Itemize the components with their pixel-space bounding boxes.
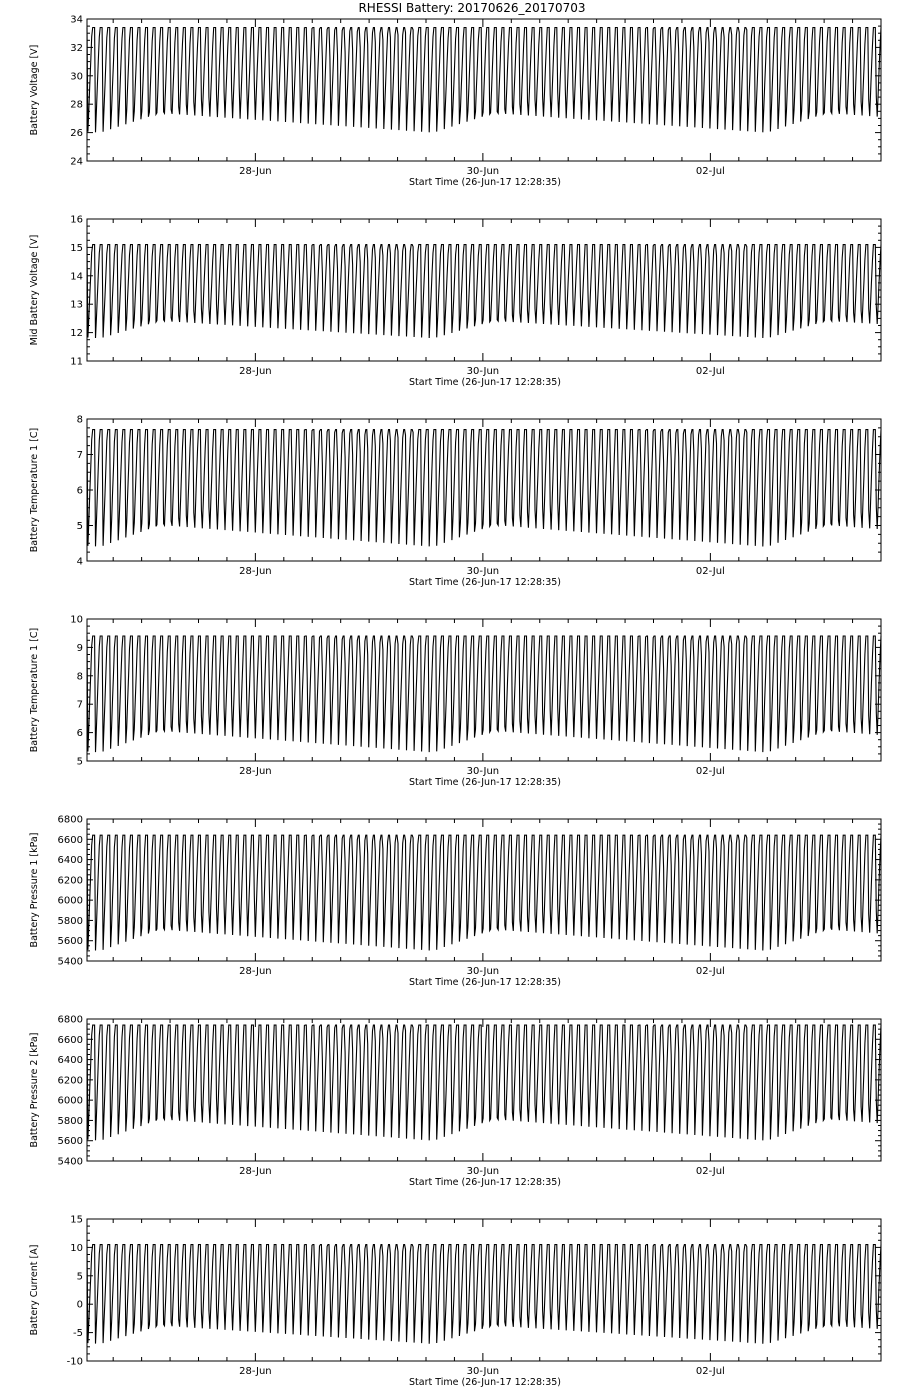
panel-1 [29,15,881,189]
y-tick-label: 14 [70,271,83,283]
y-tick-label: 6800 [57,1014,83,1026]
y-tick-label: 10 [70,1242,83,1254]
x-tick-label: 28-Jun [239,766,272,777]
y-tick-label: 12 [70,328,83,340]
y-tick-label: 6800 [57,814,83,826]
panel-4 [29,615,881,789]
panel-6 [29,1015,881,1189]
y-tick-label: 5 [76,1271,83,1283]
y-tick-label: 7 [76,450,83,461]
y-axis-title: Battery Temperature 1 [C] [29,627,40,753]
y-tick-label: 6600 [57,1034,83,1046]
x-axis-title: Start Time (26-Jun-17 12:28:35) [409,1177,561,1188]
series-trace [87,1245,881,1344]
x-axis-title: Start Time (26-Jun-17 12:28:35) [409,977,561,988]
y-axis-title: Battery Pressure 2 [kPa] [29,1032,40,1148]
y-axis-title: Battery Temperature 1 [C] [29,427,40,553]
y-axis-title: Battery Pressure 1 [kPa] [29,832,40,948]
y-tick-label: 11 [70,356,83,368]
x-tick-label: 30-Jun [466,766,500,777]
y-tick-label: 32 [70,42,83,54]
x-tick-label: 28-Jun [239,1166,272,1177]
x-tick-label: 30-Jun [466,366,500,377]
series-trace [87,430,881,547]
x-tick-label: 30-Jun [466,166,500,177]
y-tick-label: 0 [76,1299,83,1311]
x-axis-title: Start Time (26-Jun-17 12:28:35) [409,177,561,188]
y-tick-label: 15 [70,242,83,254]
x-axis-title: Start Time (26-Jun-17 12:28:35) [409,1377,561,1388]
y-tick-label: 24 [70,156,83,168]
y-tick-label: 16 [70,214,83,226]
y-tick-label: -10 [66,1356,83,1368]
series-trace [87,28,881,133]
x-axis-title: Start Time (26-Jun-17 12:28:35) [409,577,561,588]
x-tick-label: 28-Jun [239,566,272,577]
x-tick-label: 02-Jul [695,166,725,177]
x-tick-label: 28-Jun [239,366,272,377]
series-trace [87,1025,881,1140]
y-tick-label: 30 [70,71,83,83]
y-tick-label: 5800 [57,1115,83,1127]
y-tick-label: 6400 [57,1055,83,1067]
y-tick-label: 6600 [57,834,83,846]
y-tick-label: 5 [76,756,83,768]
x-tick-label: 02-Jul [695,766,725,777]
y-tick-label: 4 [76,556,83,568]
y-tick-label: 5800 [57,915,83,927]
y-tick-label: 5400 [57,1156,83,1168]
y-tick-label: 9 [76,642,83,654]
panel-2 [29,215,881,389]
y-tick-label: 6000 [57,1095,83,1107]
x-tick-label: 28-Jun [239,1366,272,1377]
x-tick-label: 02-Jul [695,1166,725,1177]
y-tick-label: 6400 [57,855,83,867]
series-trace [87,835,881,950]
y-tick-label: 10 [70,614,83,626]
x-axis-title: Start Time (26-Jun-17 12:28:35) [409,377,561,388]
x-tick-label: 30-Jun [466,966,500,977]
series-trace [87,636,881,752]
y-tick-label: -5 [73,1328,83,1340]
x-axis-title: Start Time (26-Jun-17 12:28:35) [409,777,561,788]
x-tick-label: 02-Jul [695,1366,725,1377]
x-tick-label: 02-Jul [695,966,725,977]
y-tick-label: 6 [76,728,83,740]
panel-7 [29,1215,881,1389]
y-axis-title: Battery Current [A] [29,1244,40,1336]
y-tick-label: 6200 [57,1075,83,1087]
y-tick-label: 8 [76,414,83,426]
x-tick-label: 28-Jun [239,166,272,177]
x-tick-label: 02-Jul [695,566,725,577]
y-tick-label: 6 [76,485,83,497]
y-tick-label: 15 [70,1214,83,1226]
x-tick-label: 30-Jun [466,566,500,577]
y-axis-title: Mid Battery Voltage [V] [29,234,40,346]
y-tick-label: 7 [76,699,83,711]
x-tick-label: 28-Jun [239,966,272,977]
y-tick-label: 13 [70,299,83,311]
x-tick-label: 30-Jun [466,1166,500,1177]
panel-3 [29,415,881,589]
y-tick-label: 6200 [57,875,83,887]
y-tick-label: 28 [70,99,83,111]
y-tick-label: 5 [76,521,83,532]
figure-title: RHESSI Battery: 20170626_20170703 [358,1,586,15]
y-tick-label: 5600 [57,936,83,948]
x-tick-label: 30-Jun [466,1366,500,1377]
y-tick-label: 5400 [57,956,83,968]
x-tick-label: 02-Jul [695,366,725,377]
y-tick-label: 34 [70,14,83,26]
y-tick-label: 8 [76,671,83,683]
y-tick-label: 26 [70,128,83,140]
panel-5 [29,815,881,989]
series-trace [87,245,881,338]
y-tick-label: 5600 [57,1136,83,1148]
y-axis-title: Battery Voltage [V] [29,44,40,136]
y-tick-label: 6000 [57,895,83,907]
